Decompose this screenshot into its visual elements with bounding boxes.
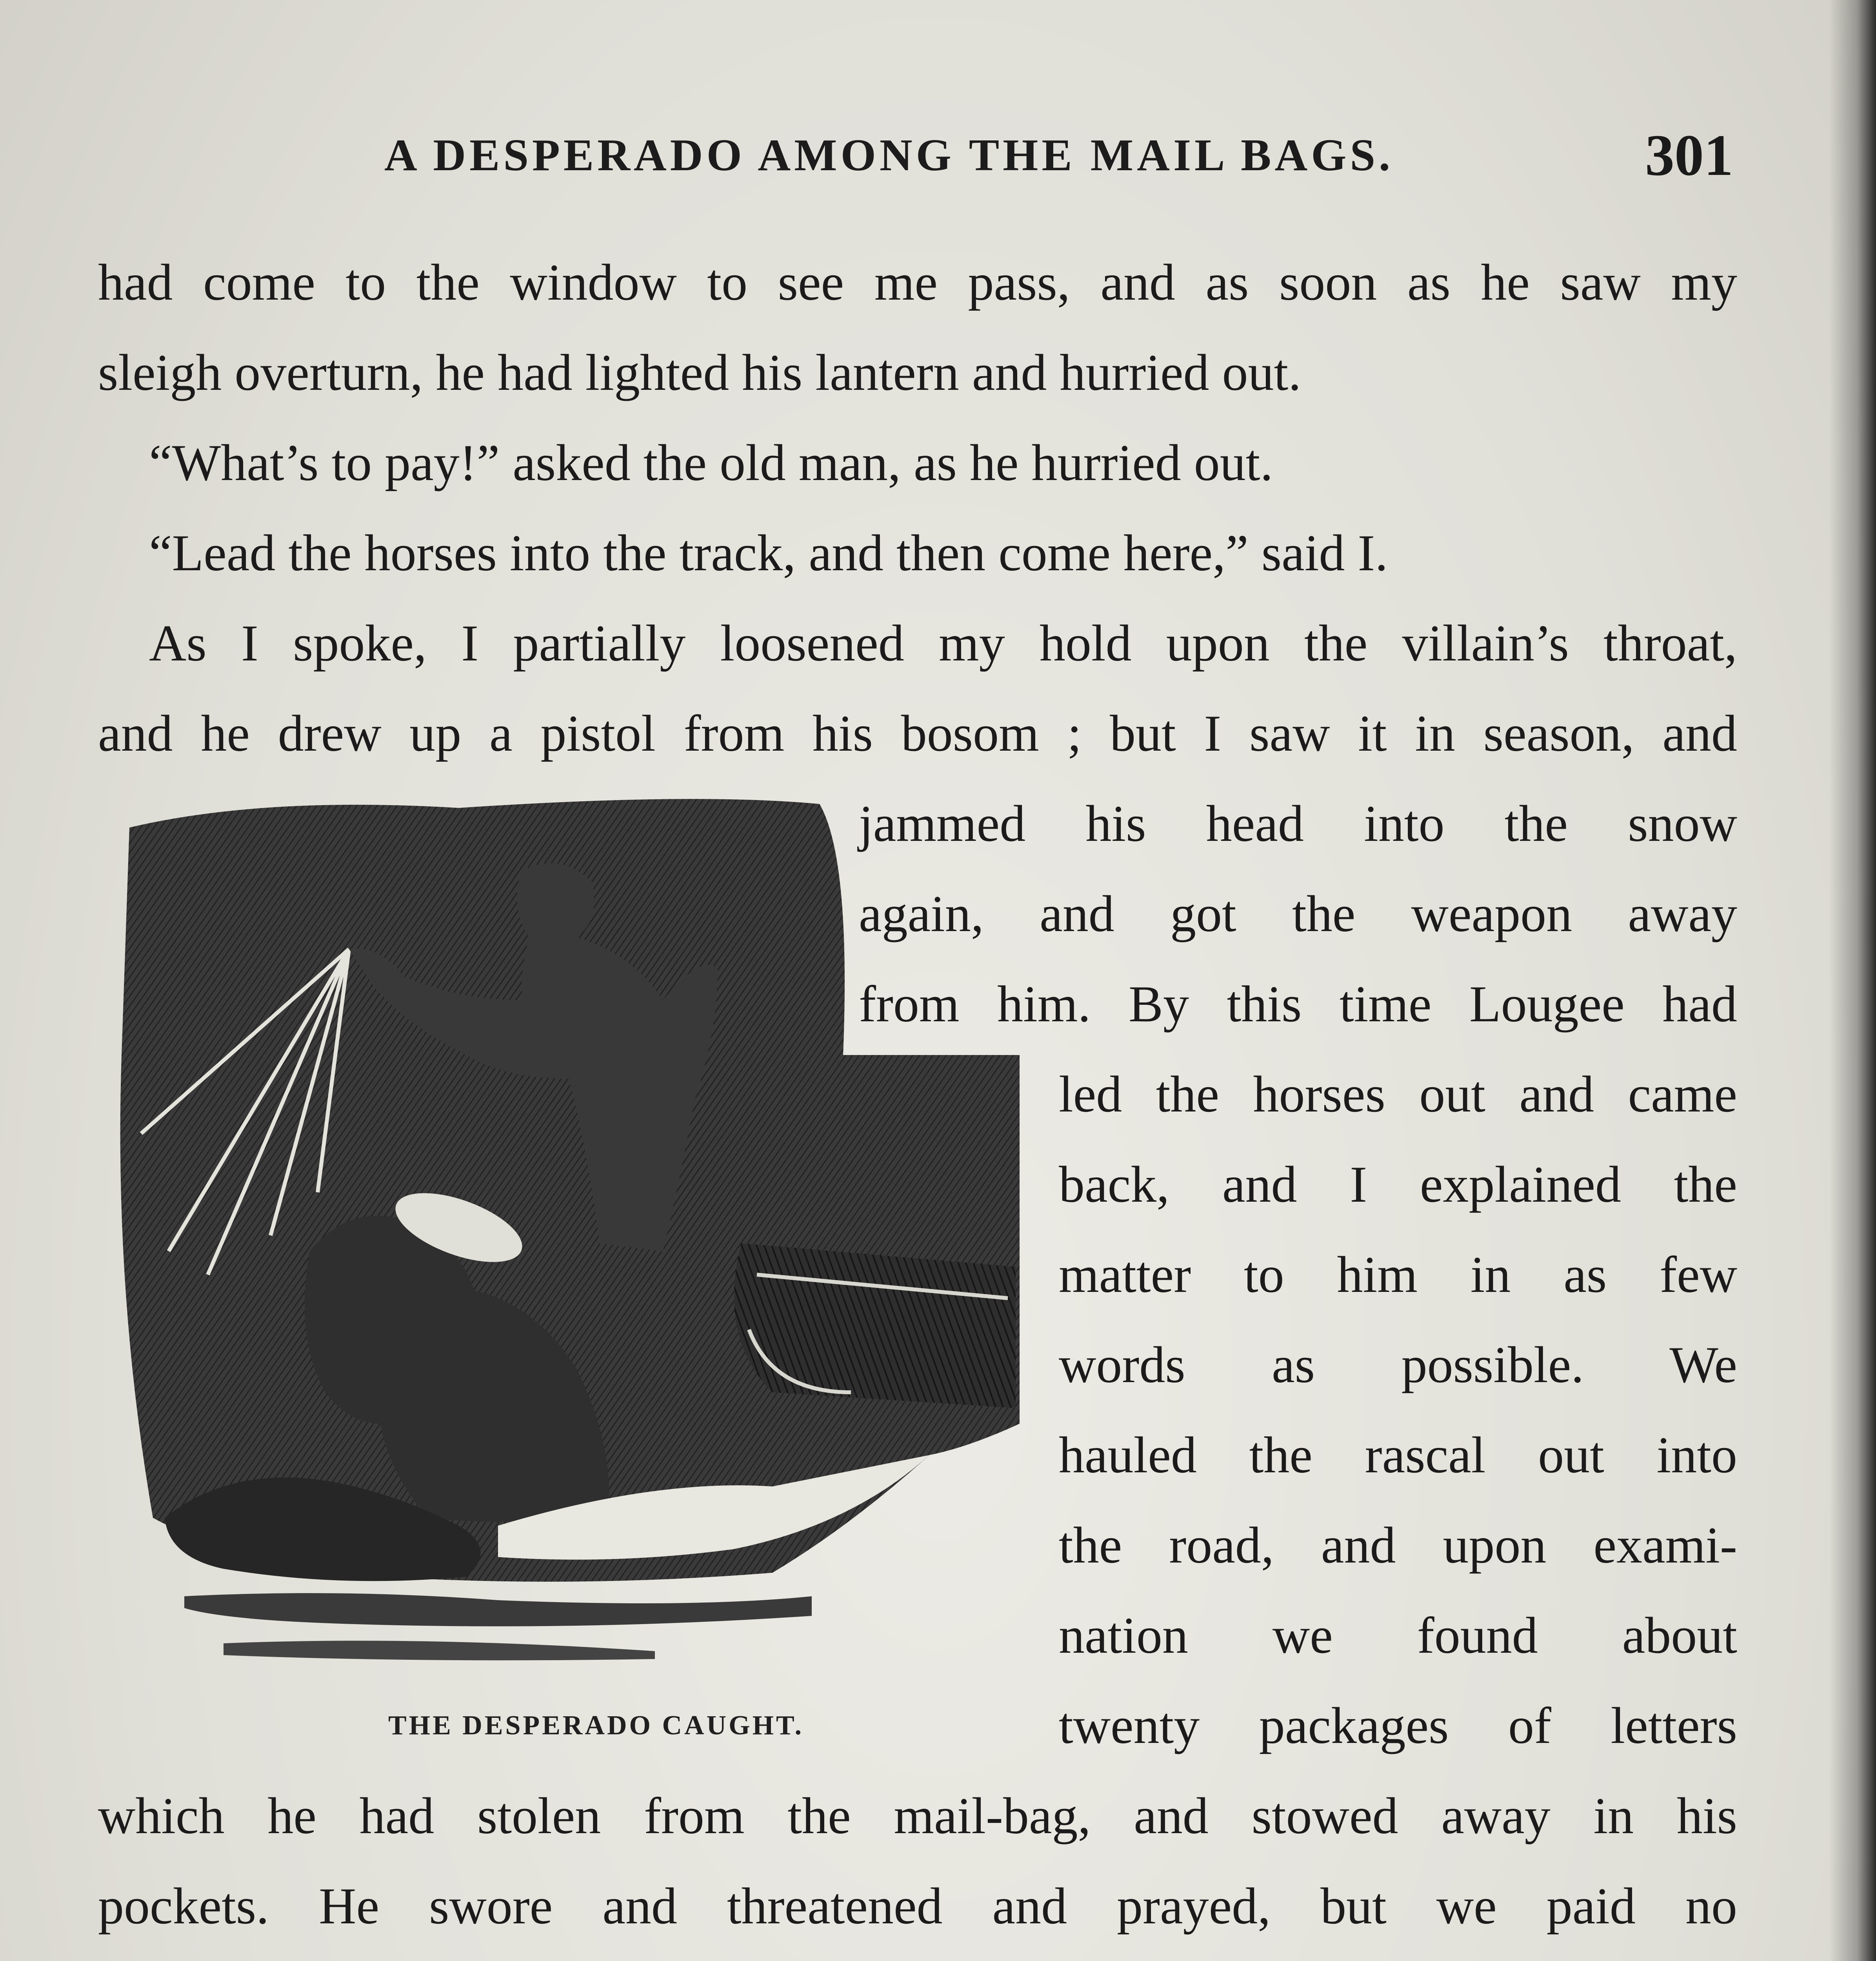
text-line: pockets. He swore and threatened and prayed, but we paid no [98,1877,1737,1935]
engraving-illustration [106,780,1039,1702]
text-line: the road, and upon exami- [1059,1516,1737,1574]
text-line: jammed his head into the snow [859,795,1737,852]
text-line: words as possible. We [1059,1336,1737,1393]
text-line: led the horses out and came [1059,1065,1737,1123]
page-spine-shadow [1829,0,1876,1961]
engraving-image [106,780,1039,1702]
text-line: sleigh overturn, he had lighted his lantern and hurried out. [98,344,1302,401]
text-line [98,1957,1737,1961]
text-line: hauled the rascal out into [1059,1426,1737,1484]
text-line: “What’s to pay!” asked the old man, as he hurried out. [149,434,1273,491]
page-number: 301 [1645,123,1733,188]
text-line: from him. By this time Lougee had [859,975,1737,1033]
figure-caption: THE DESPERADO CAUGHT. [388,1710,804,1741]
text-line: again, and got the weapon away [859,885,1737,942]
text-line: and he drew up a pistol from his bosom ; but I saw it in season, and [98,704,1737,762]
text-line: “Lead the horses into the track, and then come here,” said I. [149,524,1388,582]
page-header [102,122,1733,188]
text-line: nation we found about [1059,1606,1737,1664]
text-line: twenty packages of letters [1059,1697,1737,1754]
text-line: matter to him in as few [1059,1246,1737,1303]
text-line: had come to the window to see me pass, and as soon as he saw my [98,253,1737,311]
running-title: A DESPERADO AMONG THE MAIL BAGS. [384,130,1394,180]
text-line: which he had stolen from the mail-bag, and stowed away in his [98,1787,1737,1845]
text-line: back, and I explained the [1059,1155,1737,1213]
text-line: As I spoke, I partially loosened my hold upon the villain’s throat, [149,614,1737,672]
